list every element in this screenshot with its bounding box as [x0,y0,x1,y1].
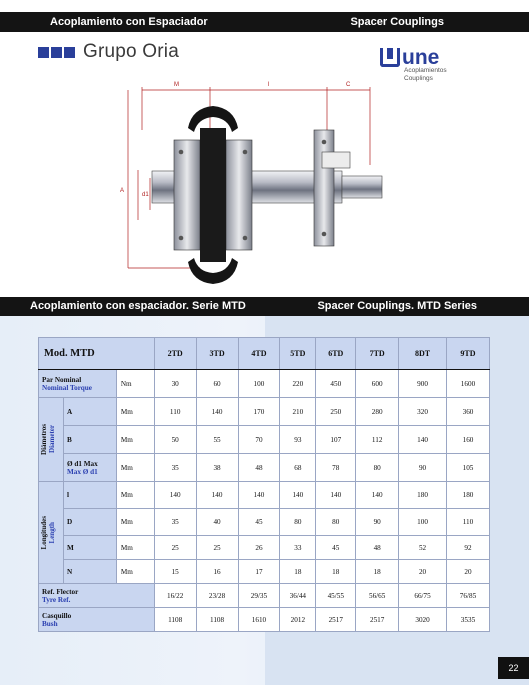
value-cell: 20 [446,560,489,584]
value-cell: 2517 [356,608,399,632]
label-en: Nominal Torque [42,383,92,392]
value-cell: 68 [280,454,316,482]
model-cell: 7TD [356,338,399,370]
value-cell: 48 [238,454,280,482]
value-cell: 26 [238,536,280,560]
table-row-d1 [39,454,490,482]
model-cell: 3TD [196,338,238,370]
grupo-oria-text: Grupo Oria [83,41,179,62]
value-cell: 140 [196,482,238,509]
une-sub-1: Acoplamientos [404,67,447,74]
value-cell: 16/22 [154,584,196,608]
table-header-row [39,338,490,370]
value-cell: 48 [356,536,399,560]
value-cell: 80 [316,509,356,536]
value-cell: 250 [316,398,356,426]
value-cell: 320 [399,398,447,426]
value-cell: 3020 [399,608,447,632]
value-cell: 15 [154,560,196,584]
value-cell: 140 [316,482,356,509]
unit-cell: Mm [116,482,154,509]
une-text: une [402,46,440,69]
dim-label-C: C [346,82,351,88]
value-cell: 25 [196,536,238,560]
label-es: Ø d1 Max [66,459,98,468]
value-cell: 3535 [446,608,489,632]
length-group-label [39,482,64,584]
value-cell: 45 [238,509,280,536]
value-cell: 17 [238,560,280,584]
dim-label-d1: d1 [142,192,149,198]
value-cell: 2517 [316,608,356,632]
unit-cell: Mm [116,509,154,536]
header-title-es: Acoplamiento con Espaciador [50,16,208,28]
unit-cell: Nm [116,370,154,398]
value-cell: 80 [356,454,399,482]
group-es: Diámetros [40,424,48,455]
unit-cell: Mm [116,426,154,454]
value-cell: 16 [196,560,238,584]
logo-square-icon [51,47,62,58]
value-cell: 18 [316,560,356,584]
label-en: Bush [42,619,58,628]
model-cell: 5TD [280,338,316,370]
row-label-torque [39,370,117,398]
table-row-D [39,509,490,536]
value-cell: 140 [399,426,447,454]
spec-table [38,337,490,632]
value-cell: 52 [399,536,447,560]
unit-cell: Mm [116,398,154,426]
model-cell: 6TD [316,338,356,370]
unit-cell: Mm [116,536,154,560]
value-cell: 90 [399,454,447,482]
value-cell: 60 [196,370,238,398]
grupo-oria-logo [38,40,179,64]
value-cell: 105 [446,454,489,482]
logo-square-icon [38,47,49,58]
value-cell: 35 [154,509,196,536]
value-cell: 180 [399,482,447,509]
value-cell: 40 [196,509,238,536]
value-cell: 66/75 [399,584,447,608]
group-es: Longitudes [40,515,48,550]
model-label: Mod. MTD [39,338,155,370]
model-cell: 2TD [154,338,196,370]
value-cell: 90 [356,509,399,536]
section-title-es: Acoplamiento con espaciador. Serie MTD [30,300,246,312]
value-cell: 140 [154,482,196,509]
value-cell: 38 [196,454,238,482]
value-cell: 45 [316,536,356,560]
value-cell: 92 [446,536,489,560]
label-en: Max Ø d1 [66,467,98,476]
row-label-d1 [63,454,116,482]
group-en: Diameter [48,425,56,454]
value-cell: 220 [280,370,316,398]
value-cell: 100 [238,370,280,398]
value-cell: 600 [356,370,399,398]
section-band [0,297,529,316]
table-row-bush [39,608,490,632]
value-cell: 210 [280,398,316,426]
value-cell: 450 [316,370,356,398]
row-label-D: D [63,509,116,536]
label-es: Ref. Flector [42,587,79,596]
value-cell: 110 [446,509,489,536]
value-cell: 110 [154,398,196,426]
value-cell: 140 [238,482,280,509]
dim-label-M: M [174,82,179,88]
unit-cell: Mm [116,560,154,584]
label-en: Tyre Ref. [42,595,71,604]
table-row-A [39,398,490,426]
value-cell: 140 [356,482,399,509]
diameter-group-label [39,398,64,482]
value-cell: 1610 [238,608,280,632]
group-en: Length [48,521,56,544]
value-cell: 45/55 [316,584,356,608]
table-row-l [39,482,490,509]
model-cell: 4TD [238,338,280,370]
value-cell: 900 [399,370,447,398]
value-cell: 100 [399,509,447,536]
table-row-N [39,560,490,584]
row-label-M: M [63,536,116,560]
une-sub-2: Couplings [404,75,433,82]
header-title-en: Spacer Couplings [350,16,444,28]
value-cell: 78 [316,454,356,482]
value-cell: 1108 [196,608,238,632]
value-cell: 35 [154,454,196,482]
coupling-drawing [100,70,400,295]
value-cell: 1600 [446,370,489,398]
value-cell: 280 [356,398,399,426]
value-cell: 29/35 [238,584,280,608]
dim-label-l: l [268,82,270,88]
value-cell: 70 [238,426,280,454]
value-cell: 33 [280,536,316,560]
value-cell: 76/85 [446,584,489,608]
page-number: 22 [498,657,529,679]
value-cell: 1108 [154,608,196,632]
table-row-torque [39,370,490,398]
table-row-flector [39,584,490,608]
value-cell: 23/28 [196,584,238,608]
value-cell: 80 [280,509,316,536]
value-cell: 140 [196,398,238,426]
section-title-en: Spacer Couplings. MTD Series [317,300,477,312]
value-cell: 50 [154,426,196,454]
value-cell: 25 [154,536,196,560]
model-cell: 8DT [399,338,447,370]
unit-cell: Mm [116,454,154,482]
value-cell: 56/65 [356,584,399,608]
value-cell: 36/44 [280,584,316,608]
value-cell: 55 [196,426,238,454]
header-band [0,12,529,32]
label-es: Par Nominal [42,375,82,384]
value-cell: 2012 [280,608,316,632]
dim-label-A: A [120,188,125,194]
value-cell: 20 [399,560,447,584]
model-cell: 9TD [446,338,489,370]
value-cell: 18 [356,560,399,584]
table-row-B [39,426,490,454]
logo-square-icon [64,47,75,58]
value-cell: 30 [154,370,196,398]
value-cell: 360 [446,398,489,426]
table-row-M [39,536,490,560]
value-cell: 170 [238,398,280,426]
une-u-icon [380,48,400,67]
row-label-l: l [63,482,116,509]
value-cell: 140 [280,482,316,509]
row-label-B: B [63,426,116,454]
value-cell: 107 [316,426,356,454]
value-cell: 180 [446,482,489,509]
row-label-bush [39,608,155,632]
row-label-N: N [63,560,116,584]
row-label-flector [39,584,155,608]
value-cell: 160 [446,426,489,454]
label-es: Casquillo [42,611,72,620]
row-label-A: A [63,398,116,426]
value-cell: 112 [356,426,399,454]
value-cell: 93 [280,426,316,454]
value-cell: 18 [280,560,316,584]
